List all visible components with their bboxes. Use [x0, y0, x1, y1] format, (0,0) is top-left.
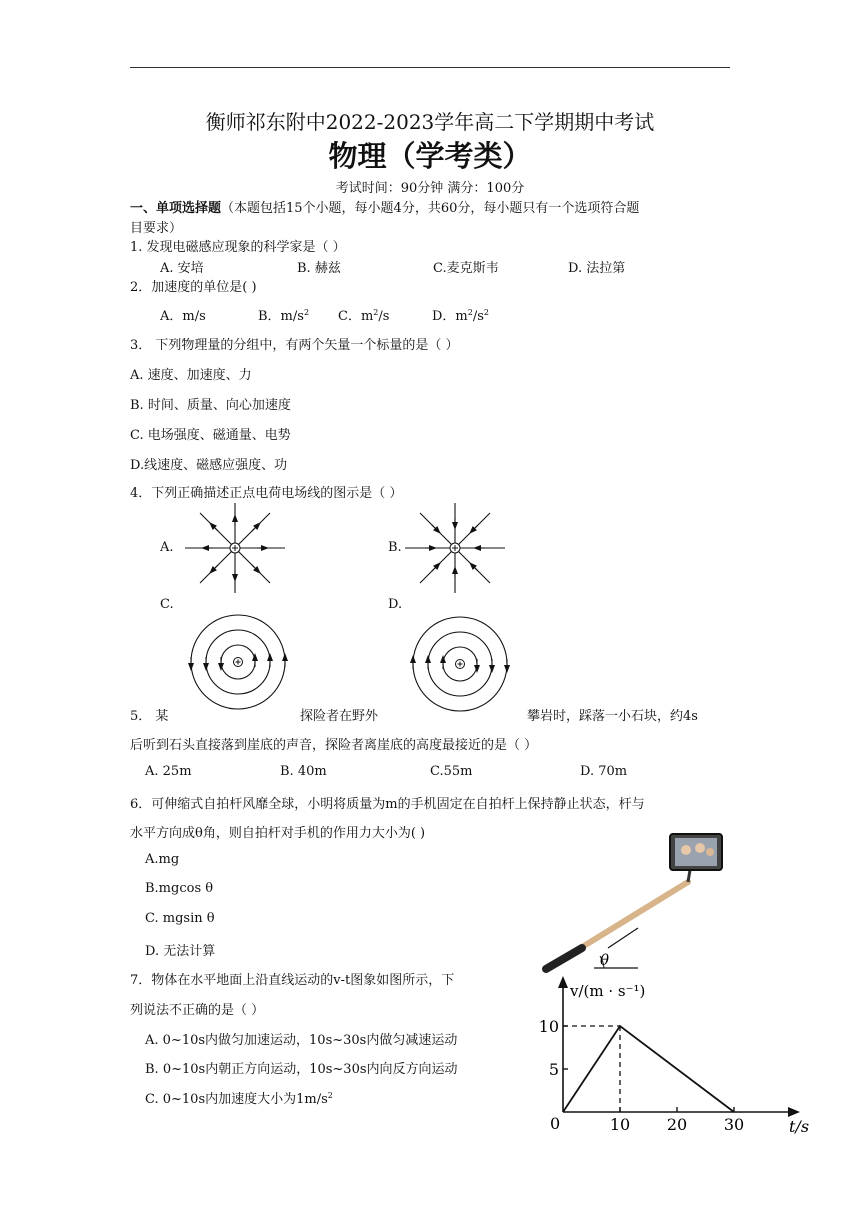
- q5-part1: 5． 某: [130, 709, 169, 724]
- q7-line1: 7．物体在水平地面上沿直线运动的v-t图象如图所示，下: [130, 973, 455, 988]
- q4-label-a[interactable]: A.: [160, 540, 174, 555]
- q4-label-c[interactable]: C.: [160, 597, 174, 612]
- field-diagram-d: [408, 612, 512, 716]
- x-tick-label-20: 20: [666, 1115, 688, 1134]
- q5-option-b[interactable]: B. 40m: [280, 764, 327, 779]
- y-tick-label-10: 10: [538, 1017, 559, 1036]
- q3-option-a[interactable]: A. 速度、加速度、力: [130, 368, 252, 383]
- section-heading-text: 一、单项选择题: [130, 201, 222, 216]
- selfie-stick-illustration: [538, 830, 738, 978]
- q6-line1: 6．可伸缩式自拍杆风靡全球，小明将质量为m的手机固定在自拍杆上保持静止状态，杆与: [130, 797, 645, 812]
- field-diagram-c: [186, 610, 290, 714]
- y-tick-label-5: 5: [548, 1060, 559, 1079]
- y-axis-label: v/(m · s⁻¹): [570, 982, 646, 1000]
- q3-option-b[interactable]: B. 时间、质量、向心加速度: [130, 398, 291, 413]
- field-diagram-b: [400, 498, 510, 598]
- q2-stem: 2．加速度的单位是( ): [130, 280, 257, 295]
- q3-option-c[interactable]: C. 电场强度、磁通量、电势: [130, 428, 291, 443]
- q2-option-d[interactable]: D．$m^2/s^2$: [432, 308, 490, 324]
- section-desc-1: （本题包括15个小题，每小题4分，共60分，每小题只有一个选项符合题: [221, 201, 640, 216]
- q6-option-b[interactable]: B.mgcos θ: [145, 881, 214, 896]
- q7-line2: 列说法不正确的是（ ）: [130, 1003, 265, 1018]
- q5-line2: 后听到石头直接落到崖底的声音，探险者离崖底的高度最接近的是（ ）: [130, 738, 538, 753]
- q6-line2: 水平方向成θ角，则自拍杆对手机的作用力大小为( ): [130, 826, 426, 841]
- q6-option-a[interactable]: A.mg: [145, 852, 180, 867]
- exam-subtitle: 物理（学考类）: [328, 139, 532, 173]
- top-rule: [130, 67, 730, 68]
- section-desc-2: 目要求）: [130, 221, 183, 236]
- vt-chart: [536, 972, 826, 1152]
- q4-stem: 4．下列正确描述正点电荷电场线的图示是（ ）: [130, 486, 403, 501]
- q2-option-a[interactable]: A．m/s: [160, 309, 206, 324]
- x-tick-label-30: 30: [723, 1115, 745, 1134]
- selfie-stick-handle: [546, 948, 582, 969]
- q6-option-d[interactable]: D. 无法计算: [145, 944, 216, 959]
- q4-label-b[interactable]: B.: [388, 540, 402, 555]
- q5-option-d[interactable]: D. 70m: [580, 764, 628, 779]
- q2-option-c[interactable]: C．$m^2/s$: [338, 308, 390, 324]
- q1-option-c[interactable]: C.麦克斯韦: [433, 261, 499, 276]
- q1-option-a[interactable]: A. 安培: [160, 261, 204, 276]
- q3-stem: 3． 下列物理量的分组中，有两个矢量一个标量的是（ ）: [130, 338, 459, 353]
- q5-part3: 攀岩时，踩落一小石块，约4s: [527, 709, 698, 724]
- origin-label: 0: [550, 1114, 561, 1133]
- q2-option-b[interactable]: B．$m/s^2$: [258, 308, 310, 324]
- q3-option-d[interactable]: D.线速度、磁感应强度、功: [130, 458, 288, 473]
- q7-option-c[interactable]: C. 0~10s内加速度大小为$1m/s^2$: [145, 1091, 333, 1107]
- q1-option-d[interactable]: D. 法拉第: [568, 261, 626, 276]
- exam-meta: 考试时间：90分钟 满分：100分: [335, 181, 525, 196]
- q1-stem: 1. 发现电磁感应现象的科学家是（ ）: [130, 240, 346, 255]
- series-line: [563, 1026, 734, 1112]
- field-diagram-a: [180, 498, 290, 598]
- section-heading: [130, 197, 639, 216]
- x-axis-label: t/s: [789, 1117, 810, 1136]
- x-tick-label-10: 10: [609, 1115, 631, 1134]
- q5-part2: 探险者在野外: [300, 709, 379, 724]
- q5-option-c[interactable]: C.55m: [430, 764, 473, 779]
- q7-option-a[interactable]: A. 0~10s内做匀加速运动，10s~30s内做匀减速运动: [145, 1033, 458, 1048]
- q5-option-a[interactable]: A. 25m: [145, 764, 192, 779]
- q4-label-d[interactable]: D.: [388, 597, 403, 612]
- q1-option-b[interactable]: B. 赫兹: [297, 261, 341, 276]
- angle-theta-label: θ: [600, 951, 610, 969]
- exam-title: 衡师祁东附中2022-2023学年高二下学期期中考试: [205, 110, 655, 134]
- q7-option-b[interactable]: B. 0~10s内朝正方向运动，10s~30s内向反方向运动: [145, 1062, 458, 1077]
- q6-option-c[interactable]: C. mgsin θ: [145, 911, 215, 926]
